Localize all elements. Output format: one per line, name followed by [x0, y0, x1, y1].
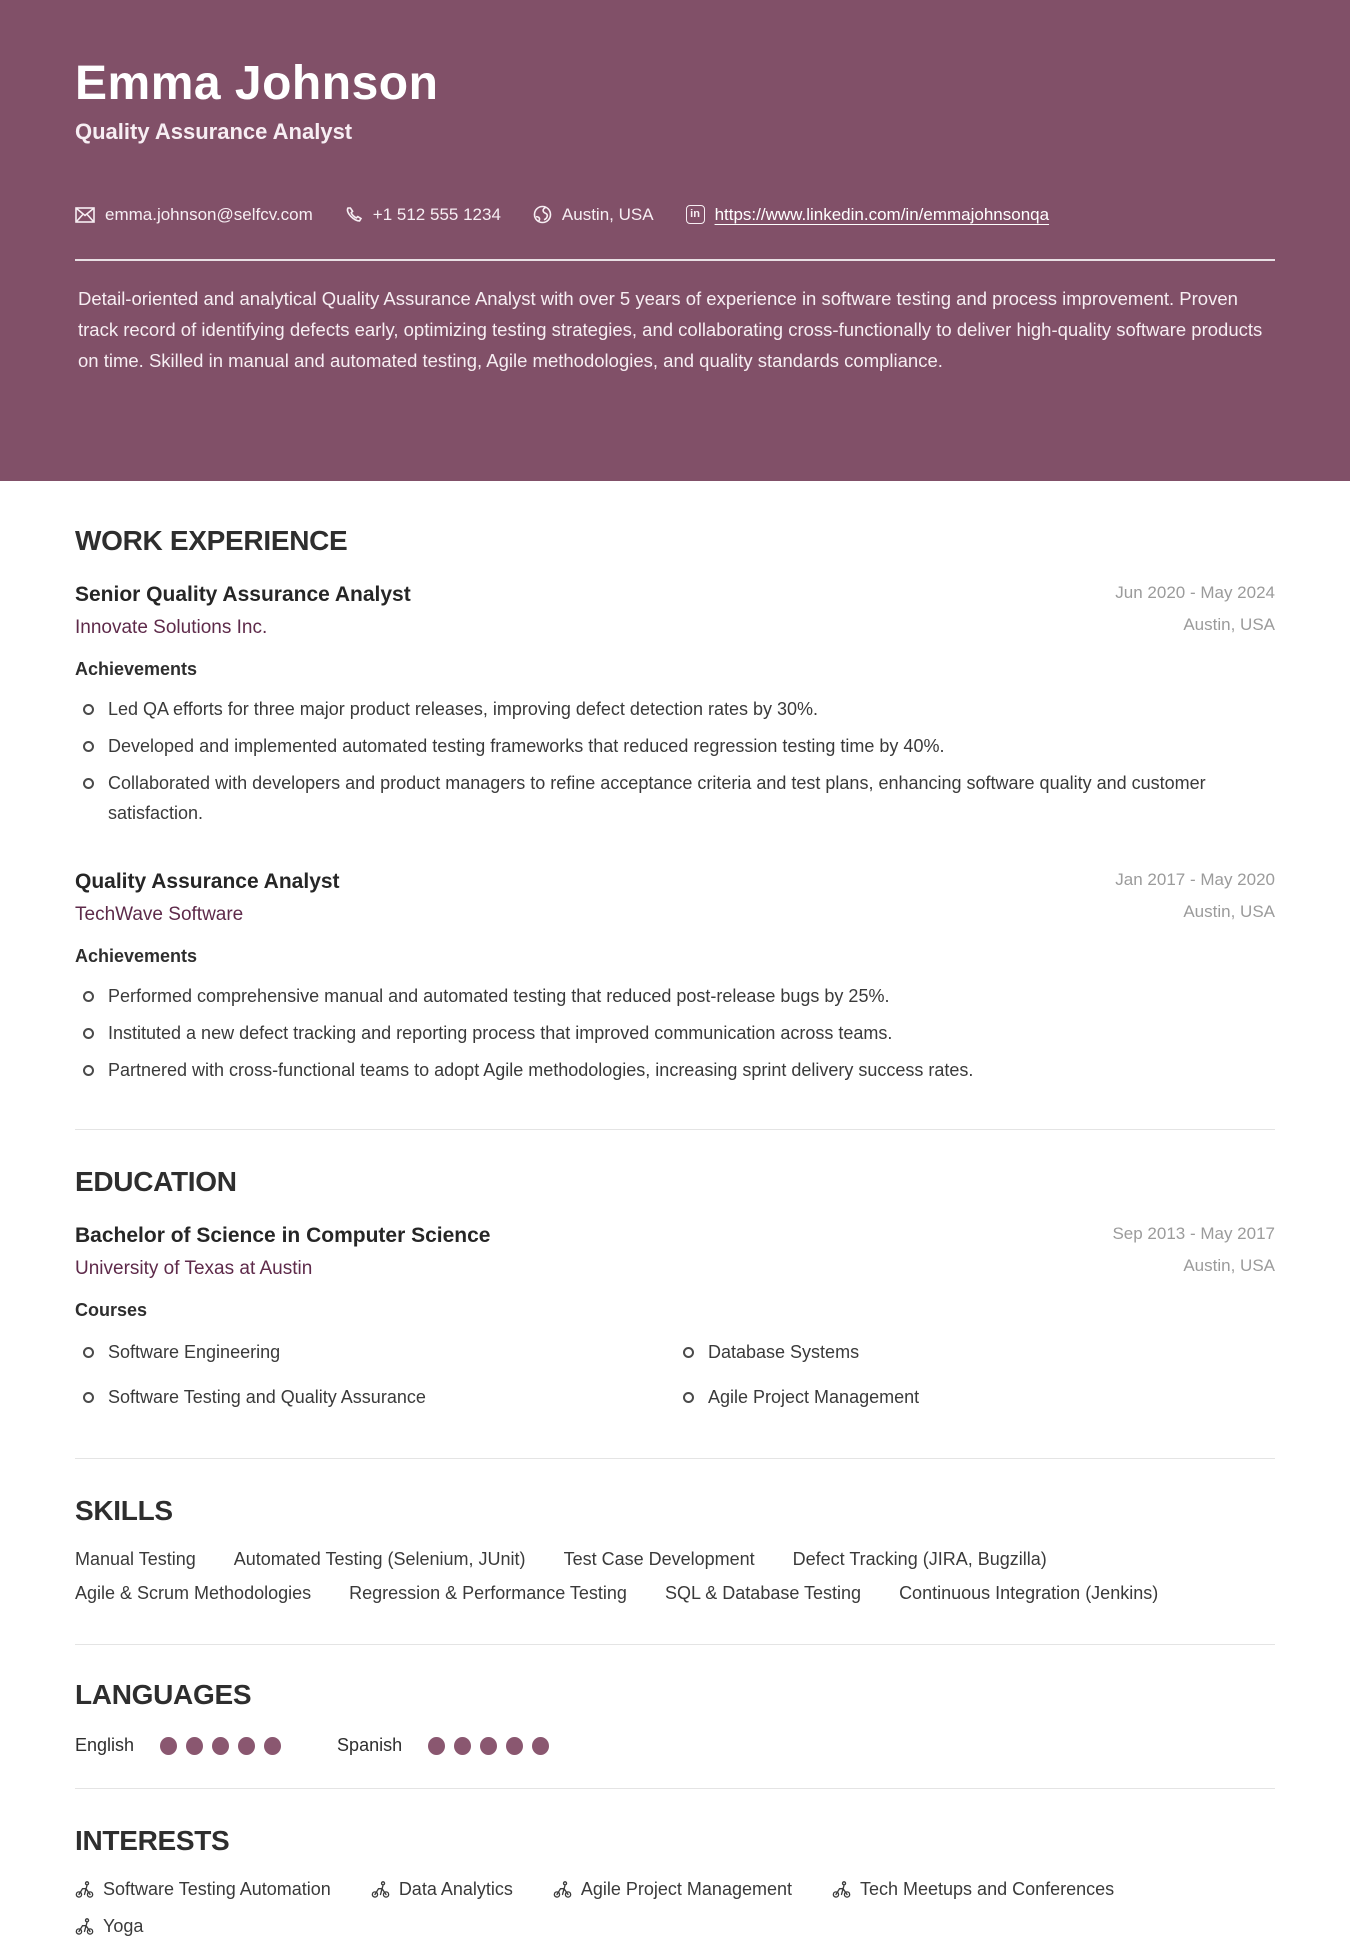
job-company: Innovate Solutions Inc. [75, 617, 268, 638]
globe-icon [533, 205, 552, 224]
language-name: Spanish [337, 1735, 403, 1755]
skills-list [75, 1549, 1275, 1604]
section-interests [75, 1789, 1275, 1937]
contact-email [75, 205, 313, 225]
degree-title: Bachelor of Science in Computer Science [75, 1224, 491, 1247]
section-work-experience [75, 481, 1275, 1085]
language-level-dot [506, 1737, 523, 1755]
interest-item [371, 1879, 513, 1900]
language-level-dot [532, 1737, 549, 1755]
job-title: Senior Quality Assurance Analyst [75, 583, 411, 606]
language-level-dot [480, 1737, 497, 1755]
language-level-dot [264, 1737, 281, 1755]
section-languages [75, 1645, 1275, 1756]
interest-label: Tech Meetups and Conferences [860, 1879, 1115, 1899]
cyclist-icon [75, 1880, 94, 1899]
job-dates: Jun 2020 - May 2024 [1115, 583, 1275, 602]
courses-label: Courses [75, 1300, 148, 1320]
achievement-item: Partnered with cross-functional teams to adopt Agile methodologies, increasing sprint delivery success rates. [75, 1055, 1275, 1085]
language-level-dot [238, 1737, 255, 1755]
job-dates: Jan 2017 - May 2020 [1115, 870, 1275, 889]
skill-item: Continuous Integration (Jenkins) [899, 1583, 1159, 1603]
language-level-dots [428, 1737, 549, 1755]
interest-label: Data Analytics [398, 1879, 513, 1899]
education-heading: EDUCATION [75, 1166, 237, 1197]
skill-item: SQL & Database Testing [664, 1583, 862, 1603]
language-name: English [75, 1735, 135, 1755]
skill-item: Manual Testing [75, 1549, 196, 1569]
language-level-dot [428, 1737, 445, 1755]
language-level-dots [160, 1737, 281, 1755]
job-title: Quality Assurance Analyst [75, 870, 340, 893]
language-level-dot [160, 1737, 177, 1755]
cyclist-icon [371, 1880, 390, 1899]
interest-item [75, 1879, 331, 1900]
envelope-icon [75, 207, 95, 223]
achievements-list [75, 981, 1275, 1085]
interest-label: Yoga [103, 1916, 144, 1936]
interest-item [75, 1916, 143, 1937]
interests-list [75, 1879, 1125, 1937]
profile-summary: Detail-oriented and analytical Quality Assurance Analyst with over 5 years of experience in software testing and process improvement. Proven track record of identifying defects early, optimizing testing strategies, and collaborating cross-functionally to deliver high-quality software products on time. Skilled in manual and automated testing, Agile methodologies, and quality standards compliance. [78, 287, 1263, 371]
resume-header [0, 0, 1350, 481]
phone-icon [345, 206, 363, 224]
linkedin-link[interactable]: https://www.linkedin.com/in/emmajohnsonqa [714, 204, 1050, 224]
achievements-label: Achievements [75, 946, 198, 966]
course-item: Database Systems [675, 1337, 1275, 1367]
contact-email-text: emma.johnson@selfcv.com [105, 204, 313, 224]
contact-phone [345, 205, 501, 225]
achievements-list [75, 694, 1275, 828]
contact-location-text: Austin, USA [561, 204, 654, 224]
interests-heading: INTERESTS [75, 1825, 230, 1856]
language-item [337, 1735, 549, 1756]
language-level-dot [454, 1737, 471, 1755]
contact-linkedin [686, 205, 1050, 225]
job-location: Austin, USA [1183, 615, 1275, 634]
course-item: Software Engineering [75, 1337, 675, 1367]
skill-item: Agile & Scrum Methodologies [75, 1583, 312, 1603]
job-location: Austin, USA [1183, 902, 1275, 921]
language-level-dot [212, 1737, 229, 1755]
courses-list [75, 1337, 1275, 1412]
language-level-dot [186, 1737, 203, 1755]
achievement-item: Instituted a new defect tracking and reporting process that improved communication across teams. [75, 1018, 1275, 1048]
education-dates: Sep 2013 - May 2017 [1112, 1224, 1275, 1243]
resume-body [0, 481, 1350, 1937]
achievement-item: Developed and implemented automated testing frameworks that reduced regression testing time by 40%. [75, 731, 1275, 761]
skill-item: Automated Testing (Selenium, JUnit) [233, 1549, 526, 1569]
contact-phone-text: +1 512 555 1234 [372, 204, 501, 224]
course-item: Software Testing and Quality Assurance [75, 1382, 675, 1412]
cyclist-icon [75, 1917, 94, 1936]
job-entry [75, 870, 1275, 1085]
interest-item [553, 1879, 792, 1900]
school-name: University of Texas at Austin [75, 1258, 313, 1279]
work-experience-heading: WORK EXPERIENCE [75, 525, 348, 556]
job-entry [75, 583, 1275, 828]
skill-item: Regression & Performance Testing [349, 1583, 627, 1603]
cyclist-icon [553, 1880, 572, 1899]
header-divider [75, 259, 1275, 261]
achievement-item: Led QA efforts for three major product releases, improving defect detection rates by 30%. [75, 694, 1275, 724]
language-item [75, 1735, 281, 1756]
skills-heading: SKILLS [75, 1495, 173, 1526]
contact-row [75, 205, 1275, 225]
achievement-item: Collaborated with developers and product managers to refine acceptance criteria and test plans, enhancing software quality and customer satisfaction. [75, 768, 1275, 828]
interest-label: Agile Project Management [580, 1879, 792, 1899]
person-job-title: Quality Assurance Analyst [75, 118, 353, 144]
languages-heading: LANGUAGES [75, 1679, 252, 1710]
skill-item: Test Case Development [563, 1549, 755, 1569]
interest-item [832, 1879, 1114, 1900]
person-name: Emma Johnson [75, 57, 439, 110]
achievements-label: Achievements [75, 659, 198, 679]
interest-label: Software Testing Automation [103, 1879, 331, 1899]
section-education [75, 1130, 1275, 1412]
education-location: Austin, USA [1183, 1256, 1275, 1275]
languages-list [75, 1735, 1275, 1756]
education-entry [75, 1224, 1275, 1412]
cyclist-icon [832, 1880, 851, 1899]
job-company: TechWave Software [75, 904, 244, 925]
course-item: Agile Project Management [675, 1382, 1275, 1412]
section-skills [75, 1459, 1275, 1604]
linkedin-icon: in [686, 205, 705, 224]
contact-location [533, 205, 654, 225]
skill-item: Defect Tracking (JIRA, Bugzilla) [792, 1549, 1047, 1569]
achievement-item: Performed comprehensive manual and automated testing that reduced post-release bugs by 25%. [75, 981, 1275, 1011]
